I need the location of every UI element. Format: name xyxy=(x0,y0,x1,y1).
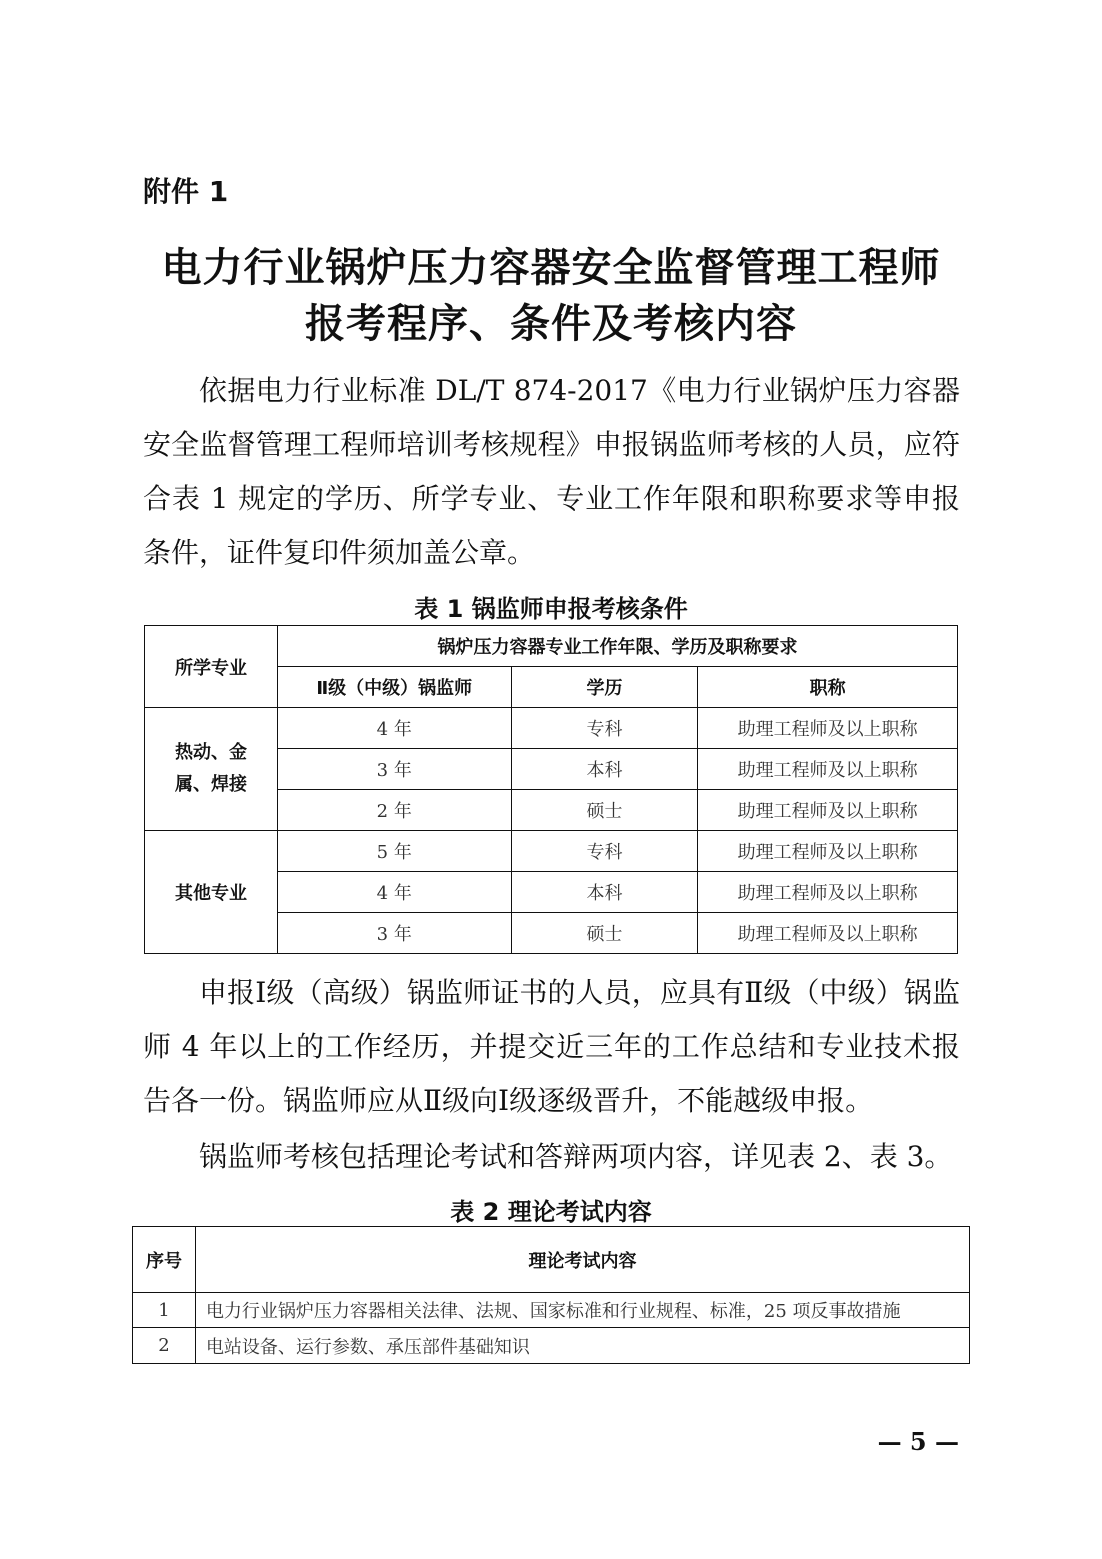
intro-paragraph: 依据电力行业标准 DL/T 874-2017《电力行业锅炉压力容器安全监督管理工程师培训考核规程》申报锅监师考核的人员，应符合表 1 规定的学历、所学专业、专业工作年限和职称要求等申报条件，证件复印件须加盖公章。 xyxy=(143,374,960,569)
row-content: 电力行业锅炉压力容器相关法律、法规、国家标准和行业规程、标准，25 项反事故措施 xyxy=(195,1293,969,1328)
major-cell: 热动、金属、焊接 xyxy=(145,708,278,831)
education-cell: 本科 xyxy=(511,872,698,913)
header-years: Ⅱ级（中级）锅监师 xyxy=(277,667,511,708)
table-row xyxy=(145,708,958,749)
education-cell: 硕士 xyxy=(511,913,698,954)
education-cell: 本科 xyxy=(511,749,698,790)
table2-caption: 表 2 理论考试内容 xyxy=(450,1198,652,1226)
major-cell: 其他专业 xyxy=(145,831,278,954)
row-content: 电站设备、运行参数、承压部件基础知识 xyxy=(195,1328,969,1364)
table-row xyxy=(133,1293,970,1328)
page-number: — 5 — xyxy=(877,1427,959,1456)
years-cell: 4 年 xyxy=(277,708,511,749)
header-title: 职称 xyxy=(698,667,958,708)
senior-level-paragraph: 申报Ⅰ级（高级）锅监师证书的人员，应具有Ⅱ级（中级）锅监师 4 年以上的工作经历，并提交近三年的工作总结和专业技术报告各一份。锅监师应从Ⅱ级向Ⅰ级逐级晋升，不能越级申报。 xyxy=(143,976,960,1117)
header-major: 所学专业 xyxy=(145,626,278,708)
years-cell: 4 年 xyxy=(277,872,511,913)
table-row xyxy=(133,1328,970,1364)
education-cell: 硕士 xyxy=(511,790,698,831)
row-number: 2 xyxy=(133,1328,196,1364)
table-row xyxy=(145,831,958,872)
title-cell: 助理工程师及以上职称 xyxy=(698,913,958,954)
row-number: 1 xyxy=(133,1293,196,1328)
title-cell: 助理工程师及以上职称 xyxy=(698,790,958,831)
years-cell: 3 年 xyxy=(277,913,511,954)
years-cell: 5 年 xyxy=(277,831,511,872)
exam-content-paragraph: 锅监师考核包括理论考试和答辩两项内容，详见表 2、表 3。 xyxy=(199,1140,953,1173)
education-cell: 专科 xyxy=(511,708,698,749)
years-cell: 3 年 xyxy=(277,749,511,790)
document-title-line1: 电力行业锅炉压力容器安全监督管理工程师 xyxy=(161,245,941,291)
header-no: 序号 xyxy=(133,1227,196,1293)
title-cell: 助理工程师及以上职称 xyxy=(698,831,958,872)
header-education: 学历 xyxy=(511,667,698,708)
table1-caption: 表 1 锅监师申报考核条件 xyxy=(414,595,688,623)
header-requirements: 锅炉压力容器专业工作年限、学历及职称要求 xyxy=(277,626,957,667)
header-content: 理论考试内容 xyxy=(195,1227,969,1293)
title-cell: 助理工程师及以上职称 xyxy=(698,749,958,790)
theory-exam-table xyxy=(132,1226,970,1364)
attachment-label: 附件 1 xyxy=(143,175,229,208)
years-cell: 2 年 xyxy=(277,790,511,831)
document-title-line2: 报考程序、条件及考核内容 xyxy=(305,301,797,347)
title-cell: 助理工程师及以上职称 xyxy=(698,872,958,913)
application-conditions-table xyxy=(144,625,958,954)
title-cell: 助理工程师及以上职称 xyxy=(698,708,958,749)
education-cell: 专科 xyxy=(511,831,698,872)
